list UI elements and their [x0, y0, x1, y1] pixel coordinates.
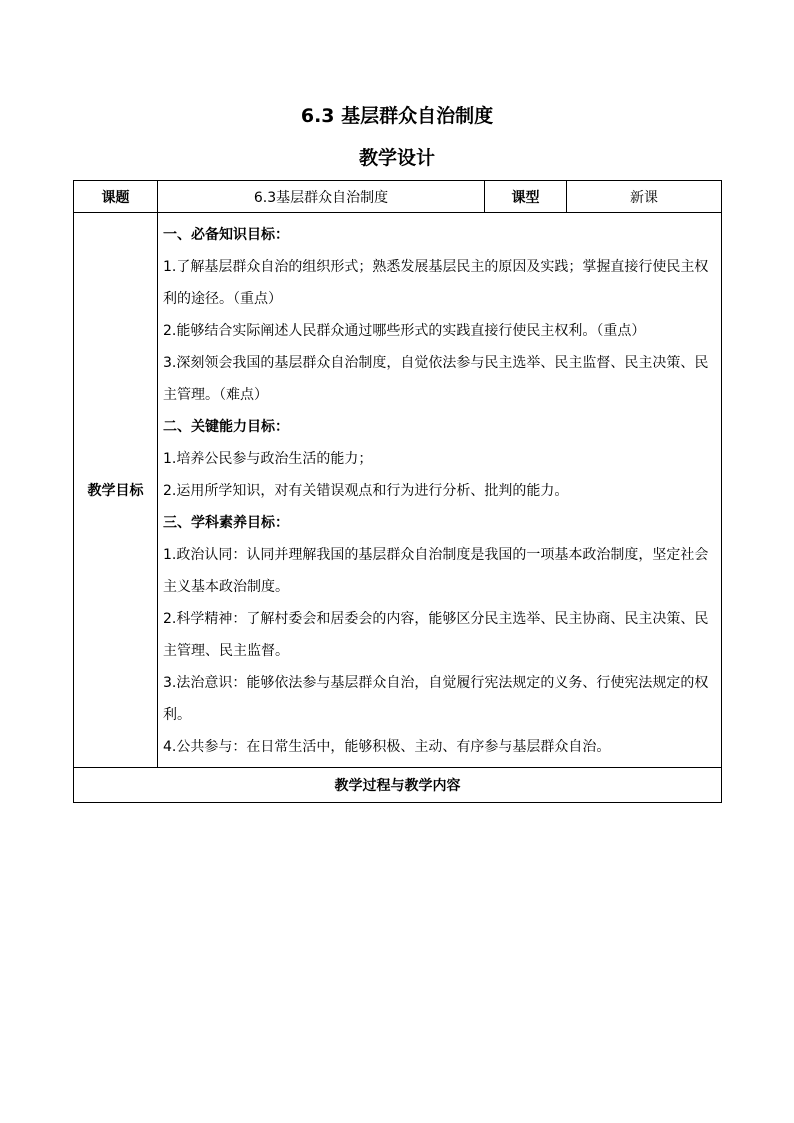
document-title: 6.3 基层群众自治制度	[300, 105, 494, 127]
knowledge-item-1: 1.了解基层群众自治的组织形式；熟悉发展基层民主的原因及实践；掌握直接行使民主权利的途径。（重点）	[163, 259, 709, 307]
section-heading-knowledge: 一、必备知识目标：	[163, 227, 289, 243]
literacy-item-2: 2.科学精神：了解村委会和居委会的内容，能够区分民主选举、民主协商、民主决策、民主管理、民主监督。	[163, 611, 709, 659]
ability-item-1: 1.培养公民参与政治生活的能力；	[163, 451, 373, 467]
type-value: 新课	[567, 181, 722, 213]
goals-content	[158, 213, 722, 768]
document-subtitle: 教学设计	[358, 147, 435, 169]
lesson-plan-table	[73, 180, 722, 803]
knowledge-item-2: 2.能够结合实际阐述人民群众通过哪些形式的实践直接行使民主权利。（重点）	[163, 323, 646, 339]
literacy-item-1: 1.政治认同：认同并理解我国的基层群众自治制度是我国的一项基本政治制度，坚定社会主义基本政治制度。	[163, 547, 709, 595]
header-row	[74, 181, 722, 213]
process-heading: 教学过程与教学内容	[74, 768, 722, 803]
footer-row	[74, 768, 722, 803]
goals-label: 教学目标	[74, 213, 158, 768]
goals-row	[74, 213, 722, 768]
literacy-item-4: 4.公共参与：在日常生活中，能够积极、主动、有序参与基层群众自治。	[163, 739, 611, 755]
topic-value: 6.3基层群众自治制度	[158, 181, 485, 213]
section-heading-ability: 二、关键能力目标：	[163, 419, 289, 435]
ability-item-2: 2.运用所学知识，对有关错误观点和行为进行分析、批判的能力。	[163, 483, 569, 499]
type-label: 课型	[485, 181, 567, 213]
literacy-item-3: 3.法治意识：能够依法参与基层群众自治，自觉履行宪法规定的义务、行使宪法规定的权利。	[163, 675, 709, 723]
section-heading-literacy: 三、学科素养目标：	[163, 515, 289, 531]
knowledge-item-3: 3.深刻领会我国的基层群众自治制度，自觉依法参与民主选举、民主监督、民主决策、民主管理。（难点）	[163, 355, 709, 403]
topic-label: 课题	[74, 181, 158, 213]
